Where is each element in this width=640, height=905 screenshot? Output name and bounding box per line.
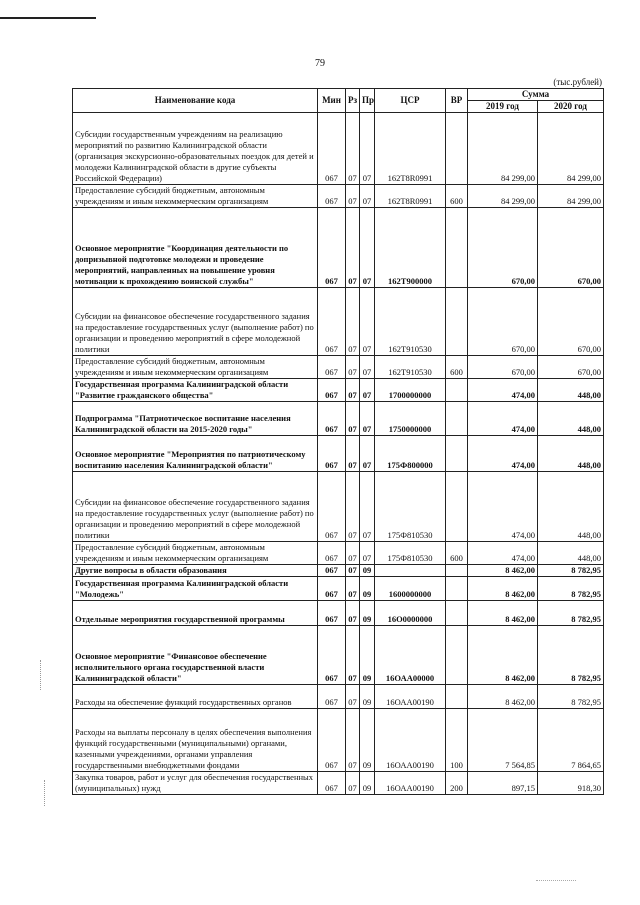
cell-v2019: 474,00 (468, 472, 538, 542)
cell-vr (446, 379, 468, 402)
cell-rz: 07 (346, 208, 360, 288)
cell-vr (446, 436, 468, 472)
cell-min: 067 (318, 402, 346, 436)
cell-name: Расходы на обеспечение функций государственных органов (73, 685, 318, 709)
cell-name: Расходы на выплаты персоналу в целях обеспечения выполнения функций государственными (муниципальными) органами, казенными учреждениями, органами управления государственными внебюджетными фондами (73, 709, 318, 772)
cell-v2019: 8 462,00 (468, 685, 538, 709)
cell-pr: 09 (360, 626, 375, 685)
cell-vr: 200 (446, 772, 468, 795)
cell-csr: 1600000000 (375, 577, 446, 601)
cell-vr (446, 685, 468, 709)
cell-pr: 07 (360, 402, 375, 436)
cell-v2020: 448,00 (538, 472, 604, 542)
cell-min: 067 (318, 288, 346, 356)
cell-vr (446, 626, 468, 685)
cell-pr: 07 (360, 379, 375, 402)
header-name: Наименование кода (73, 89, 318, 113)
cell-vr (446, 288, 468, 356)
cell-name: Государственная программа Калининградской области "Молодежь" (73, 577, 318, 601)
cell-rz: 07 (346, 685, 360, 709)
cell-csr: 175Ф800000 (375, 436, 446, 472)
cell-min: 067 (318, 601, 346, 626)
cell-csr: 1750000000 (375, 402, 446, 436)
table-row (73, 208, 604, 288)
cell-csr: 175Ф810530 (375, 472, 446, 542)
table-row (73, 542, 604, 565)
cell-min: 067 (318, 185, 346, 208)
cell-vr (446, 472, 468, 542)
cell-v2019: 7 564,85 (468, 709, 538, 772)
cell-name: Закупка товаров, работ и услуг для обеспечения государственных (муниципальных) нужд (73, 772, 318, 795)
header-pr: Пр (360, 89, 375, 113)
cell-min: 067 (318, 379, 346, 402)
cell-v2020: 8 782,95 (538, 565, 604, 577)
header-year-2020: 2020 год (538, 101, 604, 113)
cell-name: Государственная программа Калининградской области "Развитие гражданского общества" (73, 379, 318, 402)
cell-csr: 16ОАА00000 (375, 626, 446, 685)
units-label: (тыс.рублей) (553, 77, 602, 87)
header-rz: Рз (346, 89, 360, 113)
cell-pr: 07 (360, 542, 375, 565)
cell-rz: 07 (346, 542, 360, 565)
cell-vr (446, 208, 468, 288)
cell-min: 067 (318, 685, 346, 709)
cell-pr: 07 (360, 288, 375, 356)
cell-v2020: 84 299,00 (538, 185, 604, 208)
cell-min: 067 (318, 356, 346, 379)
cell-v2020: 84 299,00 (538, 113, 604, 185)
cell-min: 067 (318, 542, 346, 565)
cell-v2020: 670,00 (538, 288, 604, 356)
cell-v2020: 8 782,95 (538, 577, 604, 601)
cell-name: Субсидии на финансовое обеспечение государственного задания на предоставление государственных услуг (выполнение работ) по организации и проведению мероприятий в сфере молодежной политики (73, 472, 318, 542)
cell-csr: 162Т8R0991 (375, 185, 446, 208)
cell-name: Предоставление субсидий бюджетным, автономным учреждениям и иным некоммерческим организациям (73, 542, 318, 565)
cell-vr: 600 (446, 185, 468, 208)
cell-rz: 07 (346, 436, 360, 472)
cell-rz: 07 (346, 185, 360, 208)
table-row (73, 565, 604, 577)
cell-v2020: 448,00 (538, 402, 604, 436)
cell-pr: 09 (360, 565, 375, 577)
cell-csr: 162Т910530 (375, 288, 446, 356)
cell-pr: 09 (360, 709, 375, 772)
cell-vr: 600 (446, 356, 468, 379)
scan-artifact (44, 780, 46, 806)
cell-csr: 16ОАА00190 (375, 772, 446, 795)
cell-csr: 162Т900000 (375, 208, 446, 288)
cell-rz: 07 (346, 379, 360, 402)
cell-csr: 162Т8R0991 (375, 113, 446, 185)
table-row (73, 379, 604, 402)
cell-v2020: 7 864,65 (538, 709, 604, 772)
table-row (73, 626, 604, 685)
cell-rz: 07 (346, 709, 360, 772)
cell-rz: 07 (346, 565, 360, 577)
cell-pr: 07 (360, 185, 375, 208)
cell-v2019: 8 462,00 (468, 577, 538, 601)
cell-name: Основное мероприятие "Координация деятельности по допризывной подготовке молодежи и проведение мероприятий, направленных на повышение уровня мотивации к прохождению воинской службы" (73, 208, 318, 288)
cell-v2020: 448,00 (538, 379, 604, 402)
table-row (73, 709, 604, 772)
cell-pr: 09 (360, 772, 375, 795)
cell-rz: 07 (346, 356, 360, 379)
cell-csr: 1700000000 (375, 379, 446, 402)
cell-v2020: 8 782,95 (538, 626, 604, 685)
scan-artifact (40, 660, 42, 690)
cell-v2019: 474,00 (468, 542, 538, 565)
cell-name: Основное мероприятие "Мероприятия по патриотическому воспитанию населения Калининградской области" (73, 436, 318, 472)
cell-min: 067 (318, 577, 346, 601)
cell-csr: 16О0000000 (375, 601, 446, 626)
cell-min: 067 (318, 208, 346, 288)
table-row (73, 288, 604, 356)
table-row (73, 472, 604, 542)
cell-rz: 07 (346, 601, 360, 626)
cell-min: 067 (318, 565, 346, 577)
cell-name: Предоставление субсидий бюджетным, автономным учреждениям и иным некоммерческим организациям (73, 185, 318, 208)
table-row (73, 436, 604, 472)
cell-v2019: 474,00 (468, 379, 538, 402)
cell-pr: 07 (360, 113, 375, 185)
header-min: Мин (318, 89, 346, 113)
cell-vr: 600 (446, 542, 468, 565)
cell-min: 067 (318, 626, 346, 685)
cell-min: 067 (318, 709, 346, 772)
cell-name: Предоставление субсидий бюджетным, автономным учреждениям и иным некоммерческим организациям (73, 356, 318, 379)
cell-v2019: 8 462,00 (468, 601, 538, 626)
cell-v2020: 448,00 (538, 436, 604, 472)
cell-rz: 07 (346, 772, 360, 795)
table-row (73, 577, 604, 601)
table-row (73, 685, 604, 709)
cell-rz: 07 (346, 288, 360, 356)
cell-v2020: 8 782,95 (538, 685, 604, 709)
cell-name: Подпрограмма "Патриотическое воспитание населения Калининградской области на 2015-2020 годы" (73, 402, 318, 436)
cell-v2019: 84 299,00 (468, 185, 538, 208)
cell-v2019: 84 299,00 (468, 113, 538, 185)
cell-vr (446, 402, 468, 436)
cell-v2020: 918,30 (538, 772, 604, 795)
cell-min: 067 (318, 436, 346, 472)
top-border-line (0, 17, 96, 19)
cell-v2019: 474,00 (468, 402, 538, 436)
table-row (73, 402, 604, 436)
cell-rz: 07 (346, 626, 360, 685)
scan-artifact (536, 880, 576, 882)
header-sum: Сумма (468, 89, 604, 101)
cell-name: Отдельные мероприятия государственной программы (73, 601, 318, 626)
cell-pr: 07 (360, 208, 375, 288)
cell-pr: 07 (360, 356, 375, 379)
cell-csr: 16ОАА00190 (375, 709, 446, 772)
table-row (73, 356, 604, 379)
cell-vr (446, 565, 468, 577)
header-vr: ВР (446, 89, 468, 113)
cell-rz: 07 (346, 577, 360, 601)
cell-vr (446, 577, 468, 601)
cell-v2019: 670,00 (468, 356, 538, 379)
header-year-2019: 2019 год (468, 101, 538, 113)
page-number: 79 (315, 58, 325, 69)
cell-v2020: 8 782,95 (538, 601, 604, 626)
cell-vr: 100 (446, 709, 468, 772)
cell-pr: 09 (360, 577, 375, 601)
cell-min: 067 (318, 772, 346, 795)
cell-v2020: 670,00 (538, 208, 604, 288)
cell-min: 067 (318, 472, 346, 542)
cell-pr: 07 (360, 436, 375, 472)
cell-v2019: 8 462,00 (468, 565, 538, 577)
cell-v2019: 474,00 (468, 436, 538, 472)
cell-v2020: 448,00 (538, 542, 604, 565)
cell-v2019: 670,00 (468, 288, 538, 356)
cell-pr: 09 (360, 685, 375, 709)
table-row (73, 113, 604, 185)
cell-name: Другие вопросы в области образования (73, 565, 318, 577)
cell-csr: 175Ф810530 (375, 542, 446, 565)
cell-pr: 07 (360, 472, 375, 542)
budget-table (72, 88, 604, 795)
cell-v2019: 670,00 (468, 208, 538, 288)
cell-csr (375, 565, 446, 577)
cell-rz: 07 (346, 402, 360, 436)
cell-name: Основное мероприятие "Финансовое обеспечение исполнительного органа государственной власти Калининградской области" (73, 626, 318, 685)
cell-min: 067 (318, 113, 346, 185)
table-row (73, 601, 604, 626)
cell-v2020: 670,00 (538, 356, 604, 379)
cell-vr (446, 601, 468, 626)
cell-rz: 07 (346, 113, 360, 185)
cell-v2019: 8 462,00 (468, 626, 538, 685)
cell-name: Субсидии государственным учреждениям на реализацию мероприятий по развитию Калининградской области (организация экскурсионно-образовательных поездок для детей и молодежи Калининградской области в другие субъекты Российской Федерации) (73, 113, 318, 185)
table-row (73, 185, 604, 208)
cell-vr (446, 113, 468, 185)
header-csr: ЦСР (375, 89, 446, 113)
cell-name: Субсидии на финансовое обеспечение государственного задания на предоставление государственных услуг (выполнение работ) по организации и проведению мероприятий в сфере молодежной политики (73, 288, 318, 356)
cell-csr: 162Т910530 (375, 356, 446, 379)
cell-rz: 07 (346, 472, 360, 542)
cell-v2019: 897,15 (468, 772, 538, 795)
table-row (73, 772, 604, 795)
cell-csr: 16ОАА00190 (375, 685, 446, 709)
cell-pr: 09 (360, 601, 375, 626)
